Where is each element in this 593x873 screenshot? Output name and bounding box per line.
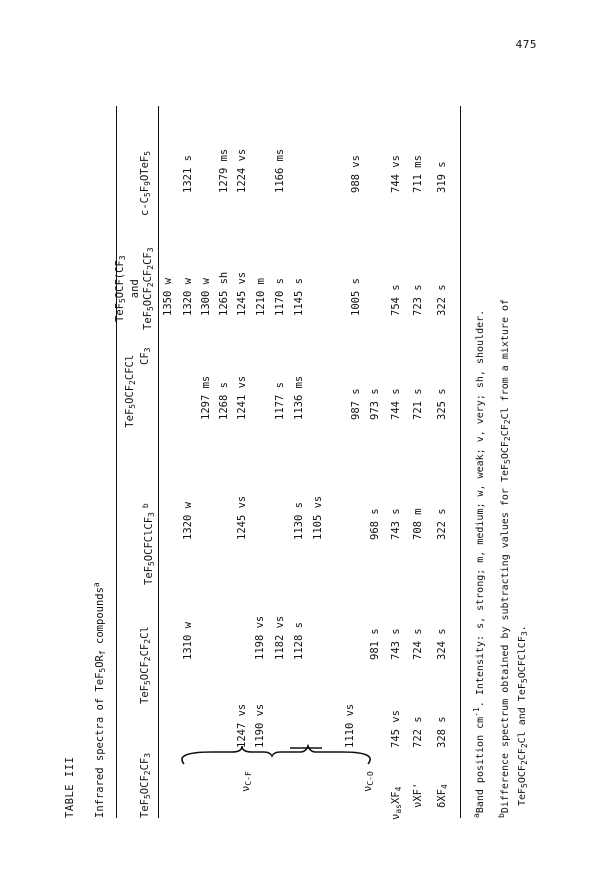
table-cell: 1130 s [293, 502, 305, 540]
table-cell: 723 s [412, 284, 424, 316]
table-cell: 1166 ms [274, 148, 286, 193]
table-cell: 1182 vs [274, 615, 286, 660]
table-cell: 744 vs [390, 155, 402, 193]
table-cell: 1105 vs [312, 495, 324, 540]
column-header-c4: $TeF_5OCF_2CFCl$ $CF_3$ [124, 347, 152, 428]
column-header-c2: $TeF_5OCF_2CF_2Cl$ [139, 626, 152, 704]
column-header-c6: $c-C_5F_9OTeF_5$ [139, 150, 152, 216]
table-cell: 722 s [412, 716, 424, 748]
row-label-dxf4: δXF$_4$ [436, 784, 449, 808]
table-cell: 721 s [412, 388, 424, 420]
table-cell: 1300 w [200, 278, 212, 316]
table-cell: 1128 s [293, 622, 305, 660]
table-cell: 328 s [436, 716, 448, 748]
table-cell: 745 vs [390, 710, 402, 748]
top-rule [116, 106, 117, 818]
table-cell: 754 s [390, 284, 402, 316]
table-cell: 1320 w [182, 502, 194, 540]
table-cell: 1190 vs [254, 703, 266, 748]
table-label: TABLE III [64, 756, 76, 818]
table-cell: 711 ms [412, 155, 424, 193]
table-cell: 325 s [436, 388, 448, 420]
table-cell: 987 s [350, 388, 362, 420]
table-cell: 1297 ms [200, 375, 212, 420]
title-text: compounds [94, 587, 106, 651]
table-cell: 322 s [436, 284, 448, 316]
table-cell: 988 vs [350, 155, 362, 193]
table-cell: 1198 vs [254, 615, 266, 660]
table-cell: 1279 ms [218, 148, 230, 193]
table-cell: 1224 vs [236, 148, 248, 193]
table-cell: 968 s [369, 508, 381, 540]
row-label-vxf: νXF' [412, 782, 424, 808]
footnote-a: $^a$Band position $cm^{-1}$. Intensity: s, strong; m, medium; w, weak; v, very; sh, shoulder. [472, 309, 486, 818]
table-cell: 1241 vs [236, 375, 248, 420]
row-label-vcf: $\nu_{C-F}$ [240, 771, 253, 792]
title-sub: f [98, 650, 107, 656]
table-cell: 1110 vs [344, 703, 356, 748]
table-cell: 708 m [412, 508, 424, 540]
table-cell: 1210 m [255, 278, 267, 316]
bottom-rule [460, 106, 461, 818]
table-cell: 1177 s [274, 382, 286, 420]
table-cell: 724 s [412, 628, 424, 660]
table-cell: 324 s [436, 628, 448, 660]
column-header-c5: $TeF_5OCF(CF_3$ and $TeF_5OCF_2CF_2CF_3$ [114, 247, 155, 330]
table-cell: 1170 s [274, 278, 286, 316]
table-cell: 973 s [369, 388, 381, 420]
rotated-table [40, 48, 540, 828]
footnote-b-continuation: $TeF_5OCF_2CF_2Cl$ and TeF$_5$OCFClCF$_3$. [517, 625, 529, 806]
table-cell: 1310 w [182, 622, 194, 660]
table-cell: 1268 s [218, 382, 230, 420]
row-label-vasxf4: $\nu_{as}XF_4$ [390, 786, 403, 820]
table-cell: 743 s [390, 628, 402, 660]
column-header-c1: $TeF_5OCF_2CF_3$ [139, 752, 152, 818]
header-rule [158, 106, 159, 818]
table-cell: 1265 sh [218, 271, 230, 316]
column-header-c3: TeF$_5$OCFClCF$_3^b$ [141, 503, 156, 585]
table-cell: 1245 vs [236, 271, 248, 316]
table-cell: 1247 vs [236, 703, 248, 748]
table-cell: 744 s [390, 388, 402, 420]
table-title [92, 582, 107, 818]
title-footnote-mark: a [92, 582, 101, 588]
table-cell: 981 s [369, 628, 381, 660]
table-cell: 1321 s [182, 155, 194, 193]
table-cell: 1145 s [293, 278, 305, 316]
table-cell: 743 s [390, 508, 402, 540]
row-label-vco: $\nu_{C-O}$ [362, 771, 375, 792]
table-cell: 319 s [436, 161, 448, 193]
footnote-b: $^b$Difference spectrum obtained by subtracting values for $TeF_5OCF_2CF_2Cl$ from a mixture of [497, 298, 512, 818]
table-cell: 1136 ms [293, 375, 305, 420]
table-cell: 1245 vs [236, 495, 248, 540]
table-cell: 1005 s [350, 278, 362, 316]
title-text: Infrared spectra of TeF [94, 672, 106, 818]
title-sub: 5 [98, 667, 107, 673]
table-cell: 322 s [436, 508, 448, 540]
title-text: OR [94, 655, 106, 668]
page-number: 475 [515, 38, 537, 51]
table-cell: 1350 w [162, 278, 174, 316]
table-cell: 1320 w [182, 278, 194, 316]
